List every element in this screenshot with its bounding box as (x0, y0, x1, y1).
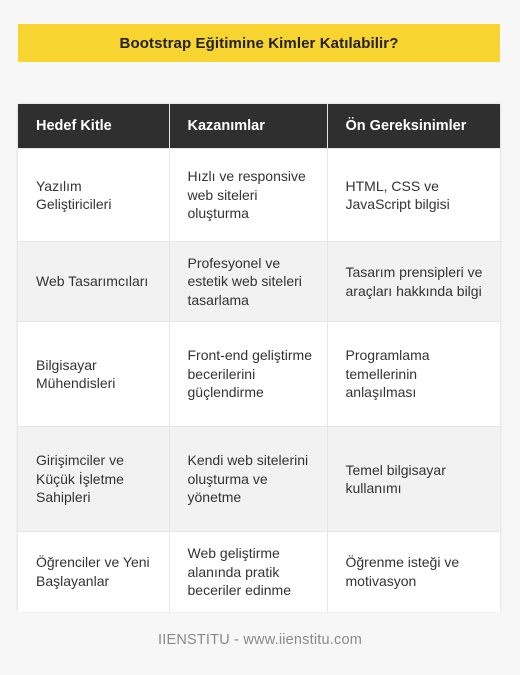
cell-gains: Profesyonel ve estetik web siteleri tasarlama (169, 242, 327, 322)
cell-target-audience: Bilgisayar Mühendisleri (18, 322, 169, 427)
cell-prerequisites: HTML, CSS ve JavaScript bilgisi (327, 149, 500, 242)
table-header-row (18, 104, 500, 149)
footer-credit: IIENSTITU - www.iienstitu.com (158, 632, 362, 648)
cell-target-audience: Girişimciler ve Küçük İşletme Sahipleri (18, 427, 169, 532)
cell-target-audience: Yazılım Geliştiricileri (18, 149, 169, 242)
cell-gains: Hızlı ve responsive web siteleri oluşturma (169, 149, 327, 242)
cell-target-audience: Öğrenciler ve Yeni Başlayanlar (18, 532, 169, 612)
cell-gains: Web geliştirme alanında pratik beceriler edinme (169, 532, 327, 612)
cell-prerequisites: Öğrenme isteği ve motivasyon (327, 532, 500, 612)
page-title: Bootstrap Eğitimine Kimler Katılabilir? (119, 34, 399, 52)
cell-gains: Kendi web sitelerini oluşturma ve yönetme (169, 427, 327, 532)
audience-table-container (18, 104, 500, 611)
cell-gains: Front-end geliştirme becerilerini güçlendirme (169, 322, 327, 427)
cell-prerequisites: Tasarım prensipleri ve araçları hakkında bilgi (327, 242, 500, 322)
table-row (18, 149, 500, 242)
header-target-audience: Hedef Kitle (18, 104, 169, 149)
cell-prerequisites: Temel bilgisayar kullanımı (327, 427, 500, 532)
table-row (18, 242, 500, 322)
cell-prerequisites: Programlama temellerinin anlaşılması (327, 322, 500, 427)
cell-target-audience: Web Tasarımcıları (18, 242, 169, 322)
title-banner (18, 24, 500, 62)
table-row (18, 532, 500, 612)
table-row (18, 322, 500, 427)
table-row (18, 427, 500, 532)
audience-table (18, 104, 500, 612)
header-prerequisites: Ön Gereksinimler (327, 104, 500, 149)
header-gains: Kazanımlar (169, 104, 327, 149)
